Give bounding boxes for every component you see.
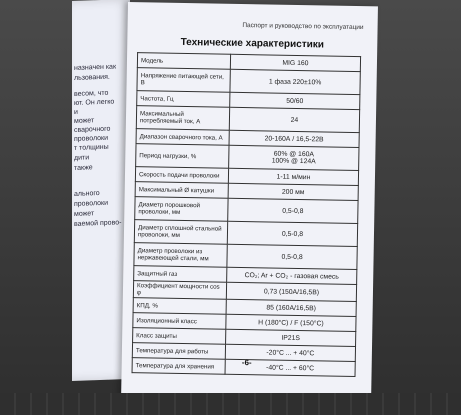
spec-param: Класс защиты bbox=[133, 328, 226, 345]
left-page-line: проволоки bbox=[74, 134, 108, 143]
left-page-line: сварочного bbox=[74, 125, 111, 134]
spec-value: 24 bbox=[229, 107, 359, 132]
spec-param: Диаметр проволоки из нержавеющей стали, мм bbox=[134, 243, 227, 268]
left-page-line: ального bbox=[74, 190, 100, 198]
left-page-line: ют. Он легко bbox=[74, 98, 115, 107]
spec-value: 200 мм bbox=[228, 183, 358, 200]
spec-param: Диаметр порошковой проволоки, мм bbox=[135, 197, 228, 222]
left-page-line: и bbox=[74, 108, 78, 116]
duty-cycle-line: 60% @ 160А bbox=[273, 150, 315, 159]
left-page-line: назначен как bbox=[74, 63, 117, 72]
spec-param: Частота, Гц bbox=[137, 91, 230, 108]
left-page-line: может bbox=[74, 210, 95, 218]
spec-param: Защитный газ bbox=[134, 266, 227, 283]
spec-value: 0,5-0,8 bbox=[228, 198, 358, 223]
spec-value: MIG 160 bbox=[230, 54, 360, 71]
page-title: Технические характеристики bbox=[180, 36, 325, 51]
spec-param: Максимальный потребляемый ток, А bbox=[136, 106, 229, 131]
spec-value: 0,5-0,8 bbox=[227, 221, 357, 246]
spec-value: 1 фаза 220±10% bbox=[230, 69, 360, 94]
spec-param: Температура для работы bbox=[132, 343, 225, 360]
spec-value: -40°С ... + 60°С bbox=[225, 359, 355, 376]
spec-param: Напряжение питающей сети, В bbox=[137, 68, 230, 93]
manual-page bbox=[121, 2, 378, 404]
background-surface bbox=[0, 393, 461, 415]
spec-param: Скорость подачи проволоки bbox=[135, 167, 228, 184]
left-page-line: проволоки bbox=[74, 199, 108, 208]
left-page-line: дити bbox=[74, 154, 90, 162]
spec-param: КПД, % bbox=[133, 298, 226, 315]
spec-param: Модель bbox=[137, 53, 230, 70]
left-page-line: ваемой прово- bbox=[74, 219, 122, 228]
spec-value: 0,5-0,8 bbox=[227, 244, 357, 269]
spec-value: 1-11 м/мин bbox=[228, 168, 358, 185]
spec-param: Диапазон сварочного тока, А bbox=[136, 129, 229, 146]
spec-param: Диаметр сплошной стальной проволоки, мм bbox=[134, 220, 227, 245]
spec-value: IP21S bbox=[226, 329, 356, 346]
duty-cycle-line: 100% @ 124А bbox=[271, 157, 316, 166]
left-page-line: может bbox=[74, 117, 95, 125]
page-number: -6- bbox=[241, 358, 252, 368]
spec-param: Изоляционный класс bbox=[133, 313, 226, 330]
left-page-line: весом, что bbox=[74, 89, 109, 98]
spec-value: 85 (160А/16,5В) bbox=[226, 299, 356, 316]
spec-param: Максимальный Ø катушки bbox=[135, 182, 228, 199]
spec-value: -20°С ... + 40°С bbox=[225, 344, 355, 361]
spec-param: Период нагрузки, % bbox=[136, 144, 229, 169]
spec-value: 0,73 (150А/16,5В) bbox=[226, 282, 356, 301]
spec-param: Коэффициент мощности cos φ bbox=[133, 281, 226, 300]
spec-param: Температура для хранения bbox=[132, 358, 225, 375]
left-page bbox=[72, 0, 130, 381]
spec-value: Н (180°С) / F (150°С) bbox=[226, 314, 356, 331]
running-header: Паспорт и руководство по эксплуатации bbox=[242, 21, 364, 32]
left-page-line: льзования. bbox=[74, 73, 110, 82]
spec-value bbox=[229, 145, 359, 170]
left-page-line: т толщины bbox=[74, 143, 109, 152]
spec-value: 20-160А / 16,5-22В bbox=[229, 130, 359, 147]
spec-value: CO₂; Ar + CO₂ - газовая смесь bbox=[227, 267, 357, 284]
left-page-line: также bbox=[74, 164, 93, 172]
specs-table bbox=[132, 52, 362, 377]
spec-value: 50/60 bbox=[230, 92, 360, 109]
